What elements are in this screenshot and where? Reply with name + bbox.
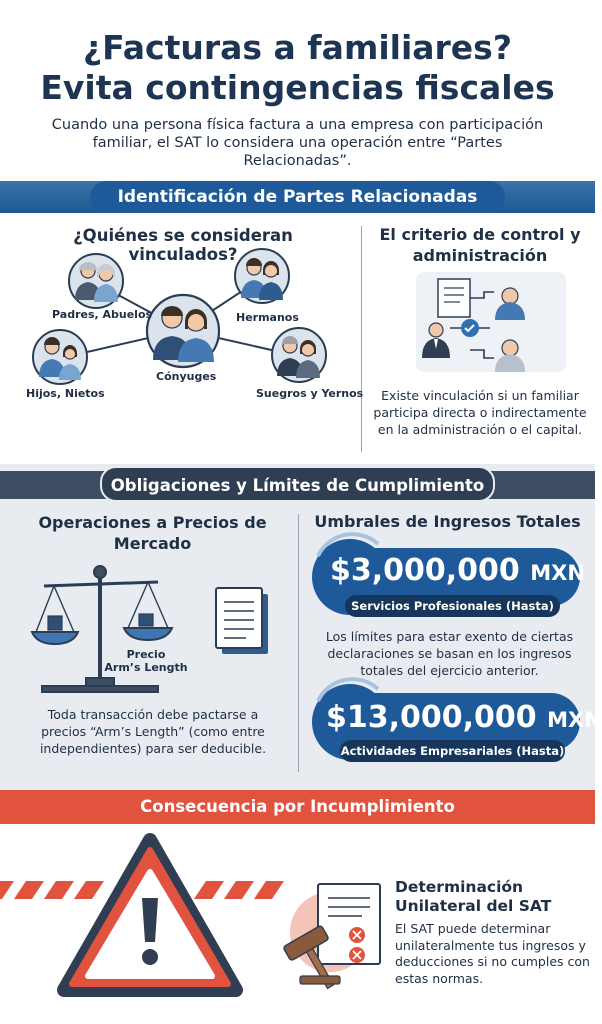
market-price-body: Toda transacción debe pactarse a precios “Arm’s Length” (como entre independientes) para ser deducible.	[39, 707, 267, 756]
node-label-siblings: Hermanos	[236, 311, 299, 324]
title-line-2: Evita contingencias fiscales	[40, 68, 555, 107]
node-label-parents: Padres, Abuelos	[52, 308, 153, 321]
control-criteria-body: Existe vinculación si un familiar participa directa o indirectamente en la administración o el capital.	[373, 388, 587, 437]
threshold1-label: Servicios Profesionales (Hasta)	[345, 595, 560, 617]
page-subtitle: Cuando una persona física factura a una empresa con participación familiar, el SAT lo considera una operación entre “Partes Relacionadas”.	[51, 117, 544, 169]
warning-triangle-icon	[64, 840, 236, 990]
section3-band-title: Consecuencia por Incumplimiento	[140, 797, 455, 816]
section1-band-title: Identificación de Partes Relacionadas	[90, 181, 505, 213]
control-criteria-title: El criterio de control y administración	[379, 225, 581, 265]
arms-length-label-line2: Arm’s Length	[104, 661, 188, 674]
unilateral-determination-body: El SAT puede determinar unilateralmente tus ingresos y deducciones si no cumples con estas normas.	[395, 921, 590, 986]
income-threshold-title: Umbrales de Ingresos Totales	[314, 512, 581, 531]
node-label-children: Hijos, Nietos	[26, 387, 105, 400]
threshold1-unit: MXN	[530, 561, 585, 585]
threshold2-unit: MXN	[547, 708, 602, 732]
threshold-note: Los límites para estar exento de ciertas declaraciones se basan en los ingresos totales del ejercicio anterior.	[325, 629, 574, 678]
node-label-spouses: Cónyuges	[156, 370, 217, 383]
title-line-1: ¿Facturas a familiares?	[83, 28, 512, 67]
threshold2-value: $13,000,000	[326, 700, 537, 735]
unilateral-determination-title: Determinación Unilateral del SAT	[395, 878, 552, 915]
node-label-in-laws: Suegros y Yernos	[256, 387, 364, 400]
arms-length-label-line1: Precio	[126, 648, 166, 661]
section2-band-title: Obligaciones y Límites de Cumplimiento	[100, 466, 495, 502]
gavel-document-icon	[283, 884, 380, 997]
threshold2-label: Actividades Empresariales (Hasta)	[340, 740, 565, 762]
market-price-title: Operaciones a Precios de Mercado	[38, 513, 267, 553]
threshold1-value: $3,000,000	[330, 553, 520, 588]
related-parties-question: ¿Quiénes se consideran vinculados?	[73, 226, 293, 264]
